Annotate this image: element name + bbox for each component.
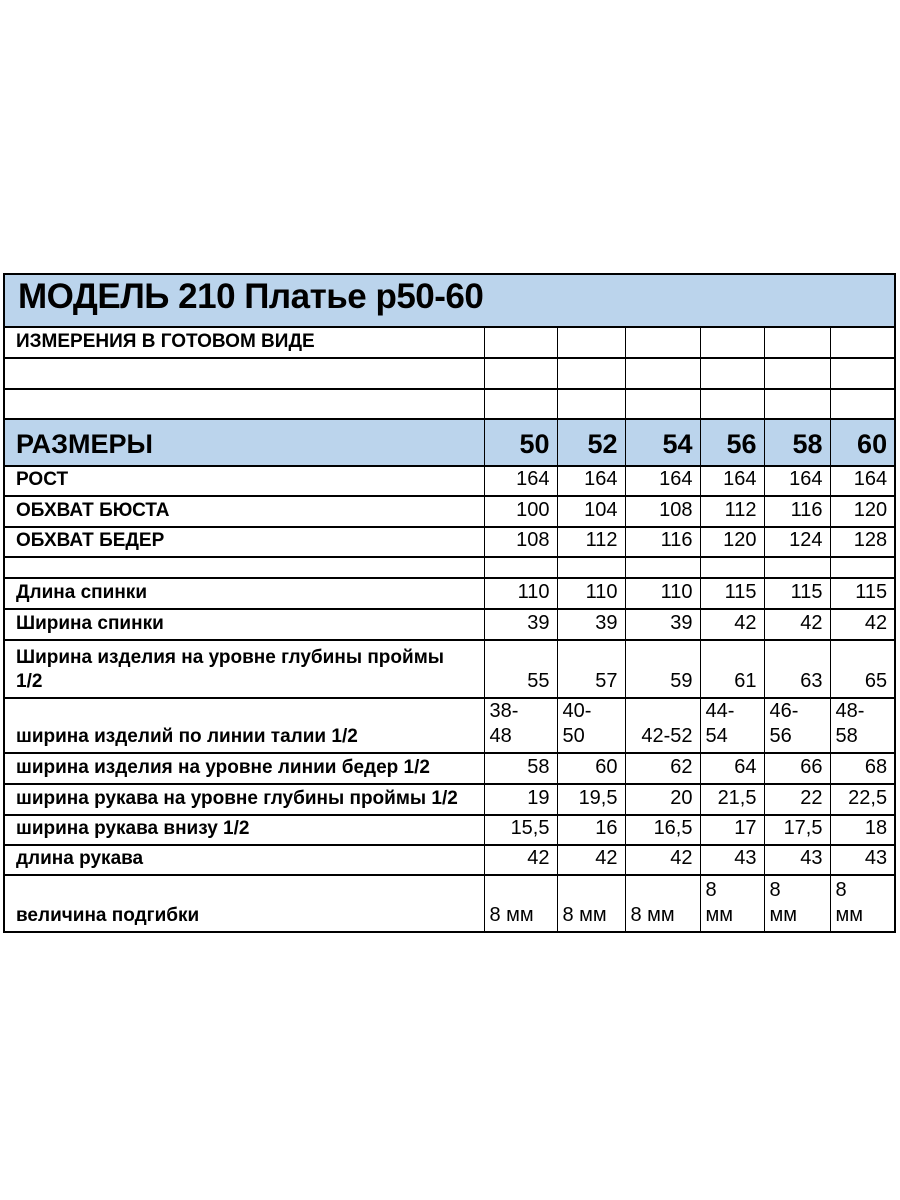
empty-cell: [4, 389, 484, 419]
cell-value: 55: [484, 640, 557, 698]
cell-value: 110: [557, 578, 625, 609]
cell-value: 115: [764, 578, 830, 609]
cell-value: 115: [830, 578, 895, 609]
empty-cell: [764, 557, 830, 578]
table-row-sleeve-length: [4, 845, 895, 875]
cell-value: 128: [830, 527, 895, 557]
cell-value: 57: [557, 640, 625, 698]
cell-value: 64: [700, 753, 764, 784]
empty-cell: [484, 327, 557, 358]
table-row-sleeve-width-armhole: [4, 784, 895, 815]
empty-cell: [700, 557, 764, 578]
table-row-waist-width: [4, 698, 895, 753]
cell-value: 15,5: [484, 815, 557, 845]
cell-value: 21,5: [700, 784, 764, 815]
empty-cell: [830, 557, 895, 578]
cell-value: 42: [700, 609, 764, 640]
row-label: ширина рукава внизу 1/2: [4, 815, 484, 845]
empty-cell: [625, 389, 700, 419]
table-row-back-width: [4, 609, 895, 640]
empty-cell: [700, 358, 764, 389]
cell-value: 58: [484, 753, 557, 784]
cell-value: 112: [700, 496, 764, 527]
table-row-width-armhole-depth: [4, 640, 895, 698]
cell-value: 8 мм: [830, 875, 895, 932]
cell-value: 39: [557, 609, 625, 640]
cell-value: 164: [700, 466, 764, 496]
cell-value: 116: [764, 496, 830, 527]
cell-value: 39: [625, 609, 700, 640]
cell-value: 63: [764, 640, 830, 698]
empty-cell: [484, 358, 557, 389]
cell-value: 110: [484, 578, 557, 609]
size-column-header: 52: [557, 419, 625, 466]
size-column-header: 54: [625, 419, 700, 466]
table-row-empty: [4, 557, 895, 578]
cell-value: 8 мм: [700, 875, 764, 932]
cell-value: 18: [830, 815, 895, 845]
cell-value: 164: [557, 466, 625, 496]
cell-value: 16: [557, 815, 625, 845]
cell-value: 20: [625, 784, 700, 815]
row-label: Ширина изделия на уровне глубины проймы 1/2: [4, 640, 484, 698]
empty-cell: [4, 358, 484, 389]
size-column-header: 60: [830, 419, 895, 466]
cell-value: 110: [625, 578, 700, 609]
empty-cell: [625, 358, 700, 389]
table-row-sleeve-width-bottom: [4, 815, 895, 845]
empty-cell: [764, 327, 830, 358]
empty-cell: [764, 389, 830, 419]
cell-value: 8 мм: [557, 875, 625, 932]
cell-value: 8 мм: [764, 875, 830, 932]
table-subtitle: ИЗМЕРЕНИЯ В ГОТОВОМ ВИДЕ: [4, 327, 484, 358]
size-column-header: 56: [700, 419, 764, 466]
empty-cell: [484, 557, 557, 578]
table-row-sizes-header: [4, 419, 895, 466]
empty-cell: [557, 389, 625, 419]
empty-cell: [484, 389, 557, 419]
cell-value: 42: [625, 845, 700, 875]
cell-value: 108: [625, 496, 700, 527]
cell-value: 164: [830, 466, 895, 496]
row-label: РОСТ: [4, 466, 484, 496]
table-row-hips: [4, 527, 895, 557]
cell-value: 66: [764, 753, 830, 784]
spreadsheet-area: [3, 273, 896, 933]
row-label: ширина изделий по линии талии 1/2: [4, 698, 484, 753]
cell-value: 104: [557, 496, 625, 527]
table-row-title: [4, 274, 895, 327]
cell-value: 124: [764, 527, 830, 557]
row-label: Ширина спинки: [4, 609, 484, 640]
size-column-header: 58: [764, 419, 830, 466]
cell-value: 60: [557, 753, 625, 784]
table-row-empty: [4, 389, 895, 419]
row-label: ширина изделия на уровне линии бедер 1/2: [4, 753, 484, 784]
row-label: ОБХВАТ БЮСТА: [4, 496, 484, 527]
cell-value: 120: [830, 496, 895, 527]
table-row-bust: [4, 496, 895, 527]
empty-cell: [830, 327, 895, 358]
cell-value: 164: [625, 466, 700, 496]
cell-value: 48-58: [830, 698, 895, 753]
cell-value: 17: [700, 815, 764, 845]
cell-value: 8 мм: [484, 875, 557, 932]
cell-value: 46-56: [764, 698, 830, 753]
table-row-back-length: [4, 578, 895, 609]
cell-value: 44-54: [700, 698, 764, 753]
cell-value: 22,5: [830, 784, 895, 815]
empty-cell: [830, 358, 895, 389]
cell-value: 62: [625, 753, 700, 784]
empty-cell: [625, 557, 700, 578]
empty-cell: [557, 358, 625, 389]
empty-cell: [4, 557, 484, 578]
size-column-header: 50: [484, 419, 557, 466]
empty-cell: [830, 389, 895, 419]
empty-cell: [700, 389, 764, 419]
empty-cell: [625, 327, 700, 358]
cell-value: 17,5: [764, 815, 830, 845]
cell-value: 43: [700, 845, 764, 875]
empty-cell: [557, 557, 625, 578]
cell-value: 19,5: [557, 784, 625, 815]
cell-value: 164: [484, 466, 557, 496]
cell-value: 68: [830, 753, 895, 784]
cell-value: 16,5: [625, 815, 700, 845]
cell-value: 42: [764, 609, 830, 640]
cell-value: 42-52: [625, 698, 700, 753]
cell-value: 19: [484, 784, 557, 815]
row-label: длина рукава: [4, 845, 484, 875]
cell-value: 38-48: [484, 698, 557, 753]
cell-value: 164: [764, 466, 830, 496]
cell-value: 40-50: [557, 698, 625, 753]
cell-value: 39: [484, 609, 557, 640]
sizes-header-label: РАЗМЕРЫ: [4, 419, 484, 466]
cell-value: 108: [484, 527, 557, 557]
cell-value: 43: [764, 845, 830, 875]
cell-value: 116: [625, 527, 700, 557]
row-label: Длина спинки: [4, 578, 484, 609]
table-row-rost: [4, 466, 895, 496]
row-label: ОБХВАТ БЕДЕР: [4, 527, 484, 557]
table-row-hip-line-width: [4, 753, 895, 784]
cell-value: 42: [484, 845, 557, 875]
cell-value: 42: [830, 609, 895, 640]
table-row-subtitle: [4, 327, 895, 358]
empty-cell: [557, 327, 625, 358]
row-label: величина подгибки: [4, 875, 484, 932]
cell-value: 61: [700, 640, 764, 698]
table-row-empty: [4, 358, 895, 389]
table-title: МОДЕЛЬ 210 Платье р50-60: [4, 274, 895, 327]
cell-value: 115: [700, 578, 764, 609]
cell-value: 22: [764, 784, 830, 815]
cell-value: 59: [625, 640, 700, 698]
cell-value: 43: [830, 845, 895, 875]
cell-value: 100: [484, 496, 557, 527]
cell-value: 112: [557, 527, 625, 557]
cell-value: 120: [700, 527, 764, 557]
empty-cell: [700, 327, 764, 358]
size-table: [3, 273, 896, 933]
cell-value: 65: [830, 640, 895, 698]
row-label: ширина рукава на уровне глубины проймы 1/2: [4, 784, 484, 815]
cell-value: 8 мм: [625, 875, 700, 932]
empty-cell: [764, 358, 830, 389]
table-row-hem-allowance: [4, 875, 895, 932]
cell-value: 42: [557, 845, 625, 875]
